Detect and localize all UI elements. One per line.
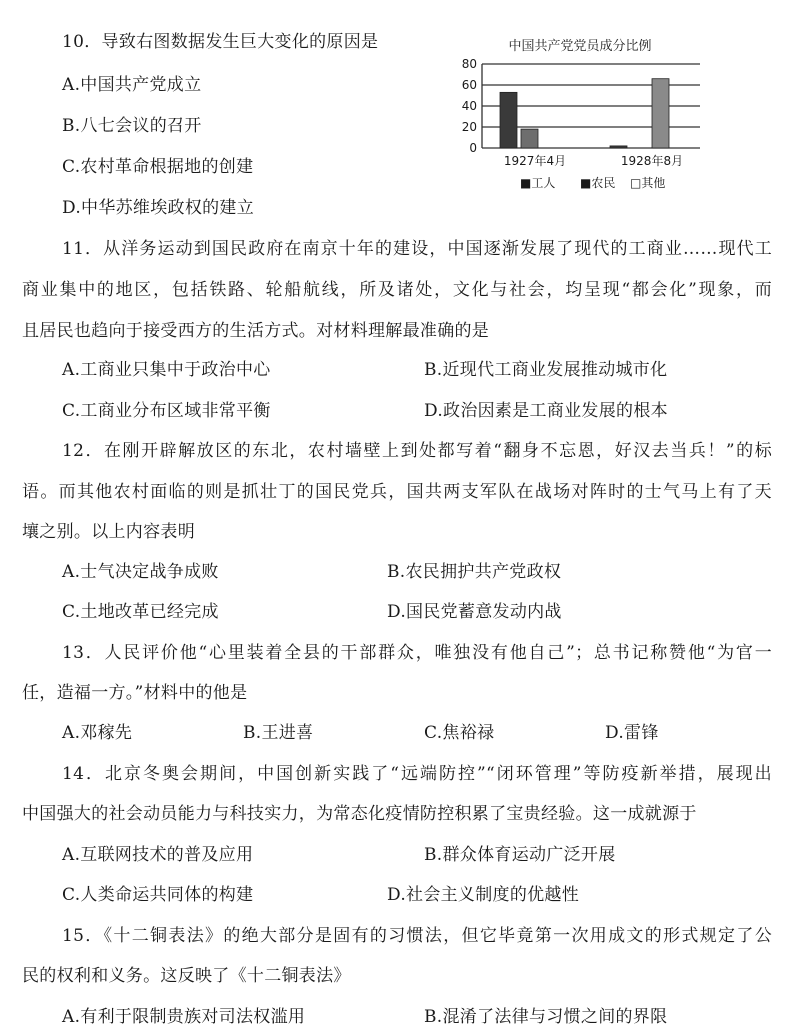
y-tick-label: 80 bbox=[461, 57, 477, 71]
chart-title: 中国共产党党员成分比例 bbox=[508, 39, 652, 54]
q11-option-c[interactable]: C.工商业分布区域非常平衡 bbox=[62, 401, 271, 421]
q13-option-b[interactable]: B.王进喜 bbox=[243, 723, 314, 743]
q15-option-b[interactable]: B.混淆了法律与习惯之间的界限 bbox=[424, 1007, 668, 1027]
x-tick-label: 1928年8月 bbox=[620, 154, 684, 168]
q10-stem: 10．导致右图数据发生巨大变化的原因是 bbox=[62, 32, 379, 52]
q13-option-a[interactable]: A.邓稼先 bbox=[62, 723, 133, 743]
q14-option-b[interactable]: B.群众体育运动广泛开展 bbox=[424, 845, 616, 865]
chart-x-ticks bbox=[504, 153, 683, 168]
q12-option-a[interactable]: A.士气决定战争成败 bbox=[62, 562, 219, 582]
y-tick-label: 0 bbox=[469, 141, 477, 155]
q11-stem-line-1: 11．从洋务运动到国民政府在南京十年的建设，中国逐渐发展了现代的工商业……现代工 bbox=[62, 239, 772, 259]
q10-option-b[interactable]: B.八七会议的召开 bbox=[62, 116, 202, 136]
q14-option-a[interactable]: A.互联网技术的普及应用 bbox=[62, 845, 254, 865]
bar-农民-1927年4月 bbox=[521, 129, 538, 148]
q15-option-a[interactable]: A.有利于限制贵族对司法权滥用 bbox=[62, 1007, 306, 1027]
y-tick-label: 40 bbox=[461, 99, 477, 113]
y-tick-label: 60 bbox=[461, 78, 477, 92]
q12-stem-line-1: 12．在刚开辟解放区的东北，农村墙壁上到处都写着“翻身不忘恩，好汉去当兵！”的标 bbox=[62, 441, 772, 461]
q11-option-a[interactable]: A.工商业只集中于政治中心 bbox=[62, 360, 271, 380]
bar-其他-1928年8月 bbox=[652, 79, 669, 148]
q11-stem-line-2: 商业集中的地区，包括铁路、轮船航线，所及诸处，文化与社会，均呈现“都会化”现象，而 bbox=[22, 280, 772, 300]
x-tick-label: 1927年4月 bbox=[503, 154, 567, 168]
q12-stem-line-2: 语。而其他农村面临的则是抓壮丁的国民党兵，国共两支军队在战场对阵时的士气马上有了天 bbox=[22, 482, 772, 502]
bar-工人-1928年8月 bbox=[610, 146, 627, 148]
q12-stem-line-3: 壤之别。以上内容表明 bbox=[22, 522, 195, 542]
q13-stem-line-1: 13．人民评价他“心里装着全县的干部群众，唯独没有他自己”；总书记称赞他“为官一 bbox=[62, 643, 772, 663]
q12-option-d[interactable]: D.国民党蓄意发动内战 bbox=[387, 602, 562, 622]
q14-stem-line-2: 中国强大的社会动员能力与科技实力，为常态化疫情防控积累了宝贵经验。这一成就源于 bbox=[22, 804, 697, 824]
q13-option-c[interactable]: C.焦裕禄 bbox=[424, 723, 495, 743]
q11-option-b[interactable]: B.近现代工商业发展推动城市化 bbox=[424, 360, 668, 380]
chart-legend bbox=[520, 175, 665, 190]
q15-stem-line-1: 15．《十二铜表法》的绝大部分是固有的习惯法，但它毕竟第一次用成文的形式规定了公 bbox=[62, 926, 772, 946]
q10-option-a[interactable]: A.中国共产党成立 bbox=[62, 75, 202, 95]
q12-option-b[interactable]: B.农民拥护共产党政权 bbox=[387, 562, 562, 582]
chart-svg bbox=[440, 30, 710, 210]
chart-y-ticks bbox=[462, 57, 477, 155]
q15-stem-line-2: 民的权利和义务。这反映了《十二铜表法》 bbox=[22, 966, 351, 986]
party-member-composition-chart bbox=[440, 30, 710, 210]
q11-stem-line-3: 且居民也趋向于接受西方的生活方式。对材料理解最准确的是 bbox=[22, 321, 490, 341]
q14-option-c[interactable]: C.人类命运共同体的构建 bbox=[62, 885, 254, 905]
legend-item: ■农民 bbox=[580, 176, 616, 190]
bar-工人-1927年4月 bbox=[500, 92, 517, 148]
q12-option-c[interactable]: C.土地改革已经完成 bbox=[62, 602, 219, 622]
q14-option-d[interactable]: D.社会主义制度的优越性 bbox=[387, 885, 580, 905]
q14-stem-line-1: 14．北京冬奥会期间，中国创新实践了“远端防控”“闭环管理”等防疫新举措，展现出 bbox=[62, 764, 772, 784]
y-tick-label: 20 bbox=[461, 120, 477, 134]
chart-bars bbox=[500, 79, 669, 148]
legend-item: ■工人 bbox=[520, 176, 556, 190]
q11-option-d[interactable]: D.政治因素是工商业发展的根本 bbox=[424, 401, 668, 421]
q10-option-d[interactable]: D.中华苏维埃政权的建立 bbox=[62, 198, 255, 218]
q13-stem-line-2: 任，造福一方。”材料中的他是 bbox=[22, 683, 248, 703]
q10-option-c[interactable]: C.农村革命根据地的创建 bbox=[62, 157, 254, 177]
legend-item: □其他 bbox=[630, 176, 666, 190]
q13-option-d[interactable]: D.雷锋 bbox=[605, 723, 659, 743]
